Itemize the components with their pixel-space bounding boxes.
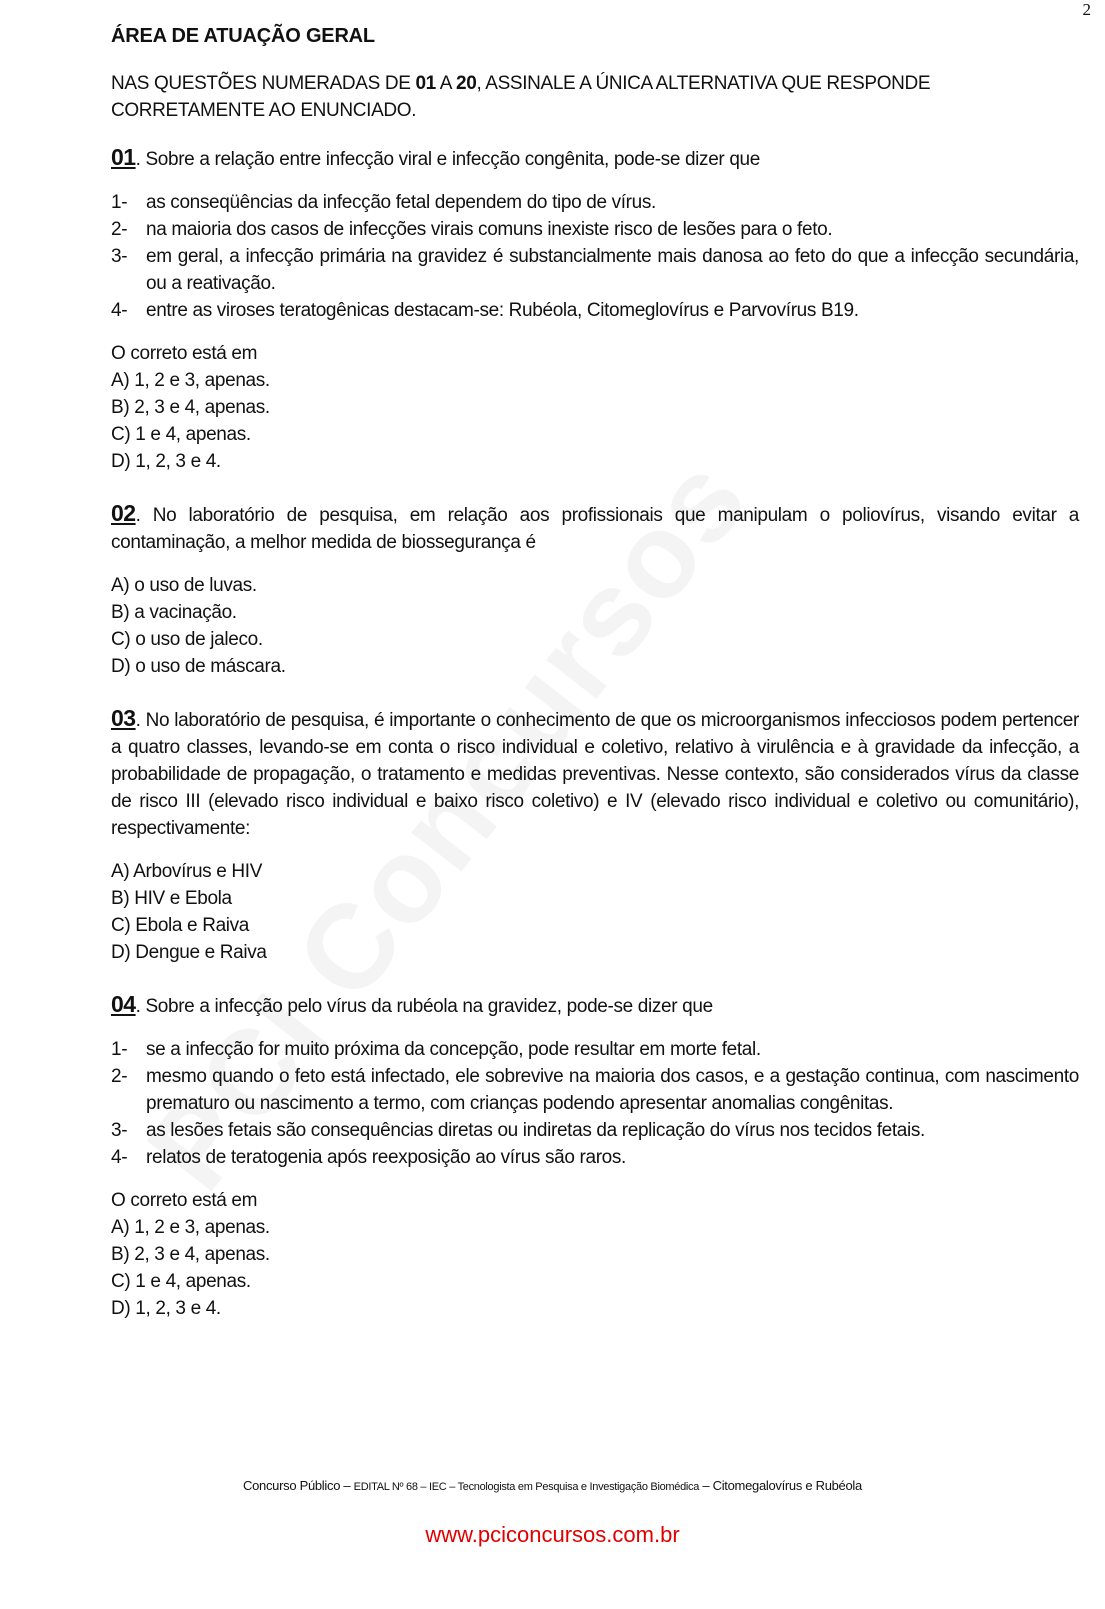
option-d: D) o uso de máscara. [111, 656, 286, 677]
option-d: D) 1, 2, 3 e 4. [111, 451, 221, 472]
option-b: B) HIV e Ebola [111, 888, 232, 909]
statement-text: na maioria dos casos de infecções virais comuns inexiste risco de lesões para o feto. [146, 219, 833, 240]
question-number: 01 [111, 144, 136, 170]
question-02 [111, 500, 1079, 680]
question-04 [111, 991, 1079, 1322]
question-text: . No laboratório de pesquisa, é importante o conhecimento de que os microorganismos infecciosos podem pertencer a quatro classes, levando-se em conta o risco individual e coletivo, relativo à virulência e à gravidade da infecção, a probabilidade de propagação, o tratamento e medidas preventivas. Nesse contexto, são considerados vírus da classe de risco III (elevado risco individual e baixo risco coletivo) e IV (elevado risco individual e coletivo ou comunitário), respectivamente: [111, 710, 1079, 839]
instruction-from: 01 [415, 73, 436, 94]
question-03 [111, 705, 1079, 966]
question-01 [111, 144, 1079, 475]
statement-number: 3- [111, 1120, 128, 1141]
page-content [111, 22, 1079, 1347]
statement-number: 1- [111, 1039, 128, 1060]
statement-item [111, 1117, 1079, 1144]
statement-number: 3- [111, 246, 128, 267]
statement-text: as lesões fetais são consequências diretas ou indiretas da replicação do vírus nos tecidos fetais. [146, 1120, 925, 1141]
statement-list [111, 1036, 1079, 1171]
footer-text: Concurso Público – [243, 1478, 354, 1493]
instruction-text: , ASSINALE A ÚNICA ALTERNATIVA QUE RESPONDE CORRETAMENTE AO ENUNCIADO. [111, 73, 931, 121]
question-text: . No laboratório de pesquisa, em relação aos profissionais que manipulam o poliovírus, visando evitar a contaminação, a melhor medida de biossegurança é [111, 505, 1079, 553]
answer-prompt: O correto está em [111, 343, 258, 364]
statement-item [111, 1144, 1079, 1171]
option-b: B) a vacinação. [111, 602, 237, 623]
answer-prompt: O correto está em [111, 1190, 258, 1211]
footer [0, 1478, 1105, 1493]
question-number: 04 [111, 991, 136, 1017]
statement-text: relatos de teratogenia após reexposição ao vírus são raros. [146, 1147, 626, 1168]
instruction-to: 20 [456, 73, 477, 94]
question-stem [111, 991, 1079, 1020]
statement-number: 4- [111, 1147, 128, 1168]
statement-text: as conseqüências da infecção fetal dependem do tipo de vírus. [146, 192, 656, 213]
option-a: A) 1, 2 e 3, apenas. [111, 370, 270, 391]
section-title: ÁREA DE ATUAÇÃO GERAL [111, 25, 375, 47]
option-list [111, 367, 1079, 475]
statement-item [111, 243, 1079, 297]
statement-number: 2- [111, 1066, 128, 1087]
statement-item [111, 189, 1079, 216]
statement-item [111, 1036, 1079, 1063]
option-a: A) Arbovírus e HIV [111, 861, 263, 882]
option-a: A) o uso de luvas. [111, 575, 257, 596]
statement-number: 4- [111, 300, 128, 321]
instruction-text: A [435, 73, 456, 94]
statement-item [111, 1063, 1079, 1117]
statement-number: 1- [111, 192, 128, 213]
option-c: C) Ebola e Raiva [111, 915, 250, 936]
question-text: . Sobre a infecção pelo vírus da rubéola na gravidez, pode-se dizer que [135, 996, 713, 1017]
question-stem [111, 500, 1079, 556]
option-list [111, 858, 1079, 966]
statement-item [111, 297, 1079, 324]
option-d: D) 1, 2, 3 e 4. [111, 1298, 221, 1319]
option-c: C) 1 e 4, apenas. [111, 424, 251, 445]
question-number: 03 [111, 705, 136, 731]
statement-text: entre as viroses teratogênicas destacam-se: Rubéola, Citomeglovírus e Parvovírus B19. [146, 300, 859, 321]
instruction-text: NAS QUESTÕES NUMERADAS DE [111, 73, 416, 94]
option-d: D) Dengue e Raiva [111, 942, 267, 963]
option-b: B) 2, 3 e 4, apenas. [111, 1244, 270, 1265]
footer-edital: EDITAL Nº 68 – IEC – Tecnologista em Pesquisa e Investigação Biomédica [353, 1481, 700, 1493]
option-c: C) o uso de jaleco. [111, 629, 263, 650]
statement-number: 2- [111, 219, 128, 240]
option-list [111, 1214, 1079, 1322]
statement-list [111, 189, 1079, 324]
statement-text: mesmo quando o feto está infectado, ele sobrevive na maioria dos casos, e a gestação continua, com nascimento prematuro ou nascimento a termo, com crianças podendo apresentar anomalias congênitas. [146, 1066, 1079, 1114]
footer-url-link[interactable]: www.pciconcursos.com.br [425, 1522, 680, 1547]
option-b: B) 2, 3 e 4, apenas. [111, 397, 270, 418]
question-text: . Sobre a relação entre infecção viral e infecção congênita, pode-se dizer que [135, 149, 760, 170]
footer-subject: – Citomegalovírus e Rubéola [699, 1478, 862, 1493]
option-c: C) 1 e 4, apenas. [111, 1271, 251, 1292]
page-number: 2 [1082, 0, 1091, 19]
statement-text: em geral, a infecção primária na gravidez é substancialmente mais danosa ao feto do que a infecção secundária, ou a reativação. [146, 246, 1079, 294]
question-number: 02 [111, 500, 136, 526]
option-a: A) 1, 2 e 3, apenas. [111, 1217, 270, 1238]
question-stem [111, 144, 1079, 173]
option-list [111, 572, 1079, 680]
statement-item [111, 216, 1079, 243]
question-stem [111, 705, 1079, 842]
instruction [111, 70, 1079, 124]
statement-text: se a infecção for muito próxima da concepção, pode resultar em morte fetal. [146, 1039, 761, 1060]
